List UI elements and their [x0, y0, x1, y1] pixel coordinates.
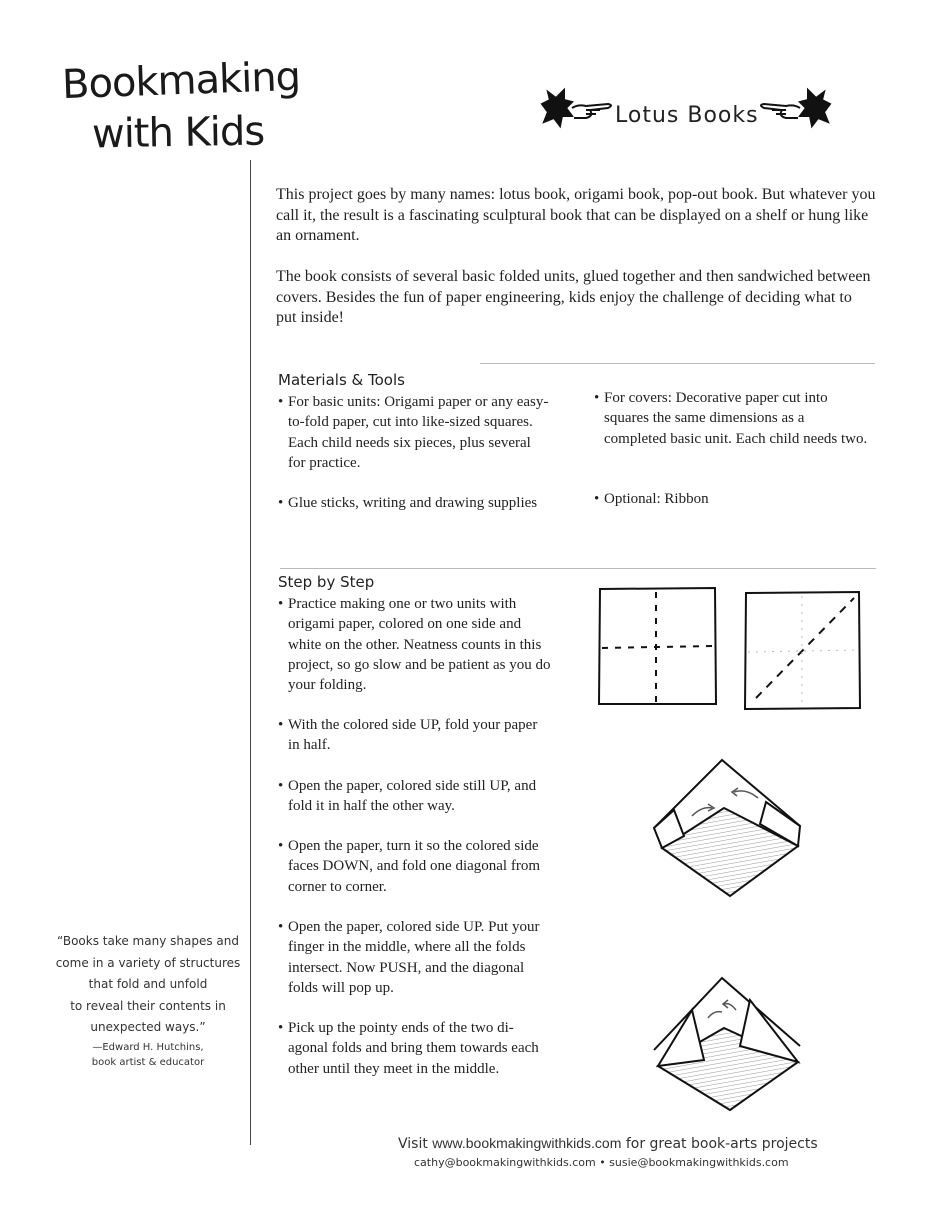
step-item: • Pick up the pointy ends of the two di- agonal folds and bring them towards each other until they meet in the middle. [278, 1020, 539, 1077]
section-divider [480, 363, 875, 364]
footer-website-link[interactable]: www.bookmakingwithkids.com [432, 1135, 622, 1151]
intro-paragraph-1: This project goes by many names: lotus book, origami book, pop-out book. But whatever you call it, the result is a fascinating sculptural book that can be displayed on a shelf or hung like an ornament. [276, 186, 876, 244]
brand-logo-line2: with Kids [91, 108, 265, 158]
step-item: • Open the paper, colored side UP. Put your finger in the middle, where all the folds intersect. Now PUSH, and the diagonal folds will pop up. [278, 919, 540, 996]
materials-item: • Optional: Ribbon [594, 491, 709, 507]
fold-in-half-illustration [596, 586, 718, 708]
diagonal-fold-illustration [742, 590, 864, 712]
page-title: Lotus Books [615, 103, 759, 128]
quote-attribution: —Edward H. Hutchins, book artist & educator [91, 1042, 205, 1068]
pointing-hand-icon [542, 90, 611, 126]
step-item: • Open the paper, turn it so the colored side faces DOWN, and fold one diagonal from corner to corner. [278, 838, 540, 895]
step-item: • Practice making one or two units with origami paper, colored on one side and white on the other. Neatness counts in this project, so go slow and be patient as you do your folding. [278, 596, 551, 694]
intro-paragraph-2: The book consists of several basic folded units, glued together and then sandwiched between covers. Besides the fun of paper engineering, kids enjoy the challenge of deciding what to put inside! [276, 268, 871, 326]
step-item: • Open the paper, colored side still UP, and fold it in half the other way. [278, 778, 537, 815]
section-divider [280, 568, 876, 569]
column-divider [250, 160, 251, 1145]
step-item: • With the colored side UP, fold your paper in half. [278, 717, 538, 754]
pointing-hand-icon [761, 90, 830, 126]
steps-title: Step by Step [278, 573, 375, 591]
materials-item: • Glue sticks, writing and drawing supplies [278, 495, 538, 511]
meet-in-middle-illustration [648, 970, 808, 1118]
sidebar-quote: “Books take many shapes and come in a variety of structures that fold and unfold to reveal their contents in unexpected ways.” [55, 934, 241, 1034]
footer-emails: cathy@bookmakingwithkids.com • susie@bookmakingwithkids.com [414, 1156, 789, 1169]
footer-visit-line: Visit www.bookmakingwithkids.com for great book-arts projects [398, 1135, 818, 1152]
materials-title: Materials & Tools [278, 371, 405, 389]
brand-logo-line1: Bookmaking [61, 53, 301, 109]
materials-item: • For covers: Decorative paper cut into squares the same dimensions as a completed basic unit. Each child needs two. [594, 390, 868, 447]
materials-item: • For basic units: Origami paper or any easy- to-fold paper, cut into like-sized squares. Each child needs six pieces, plus several for practice. [278, 394, 549, 471]
pop-up-fold-illustration [648, 752, 808, 902]
